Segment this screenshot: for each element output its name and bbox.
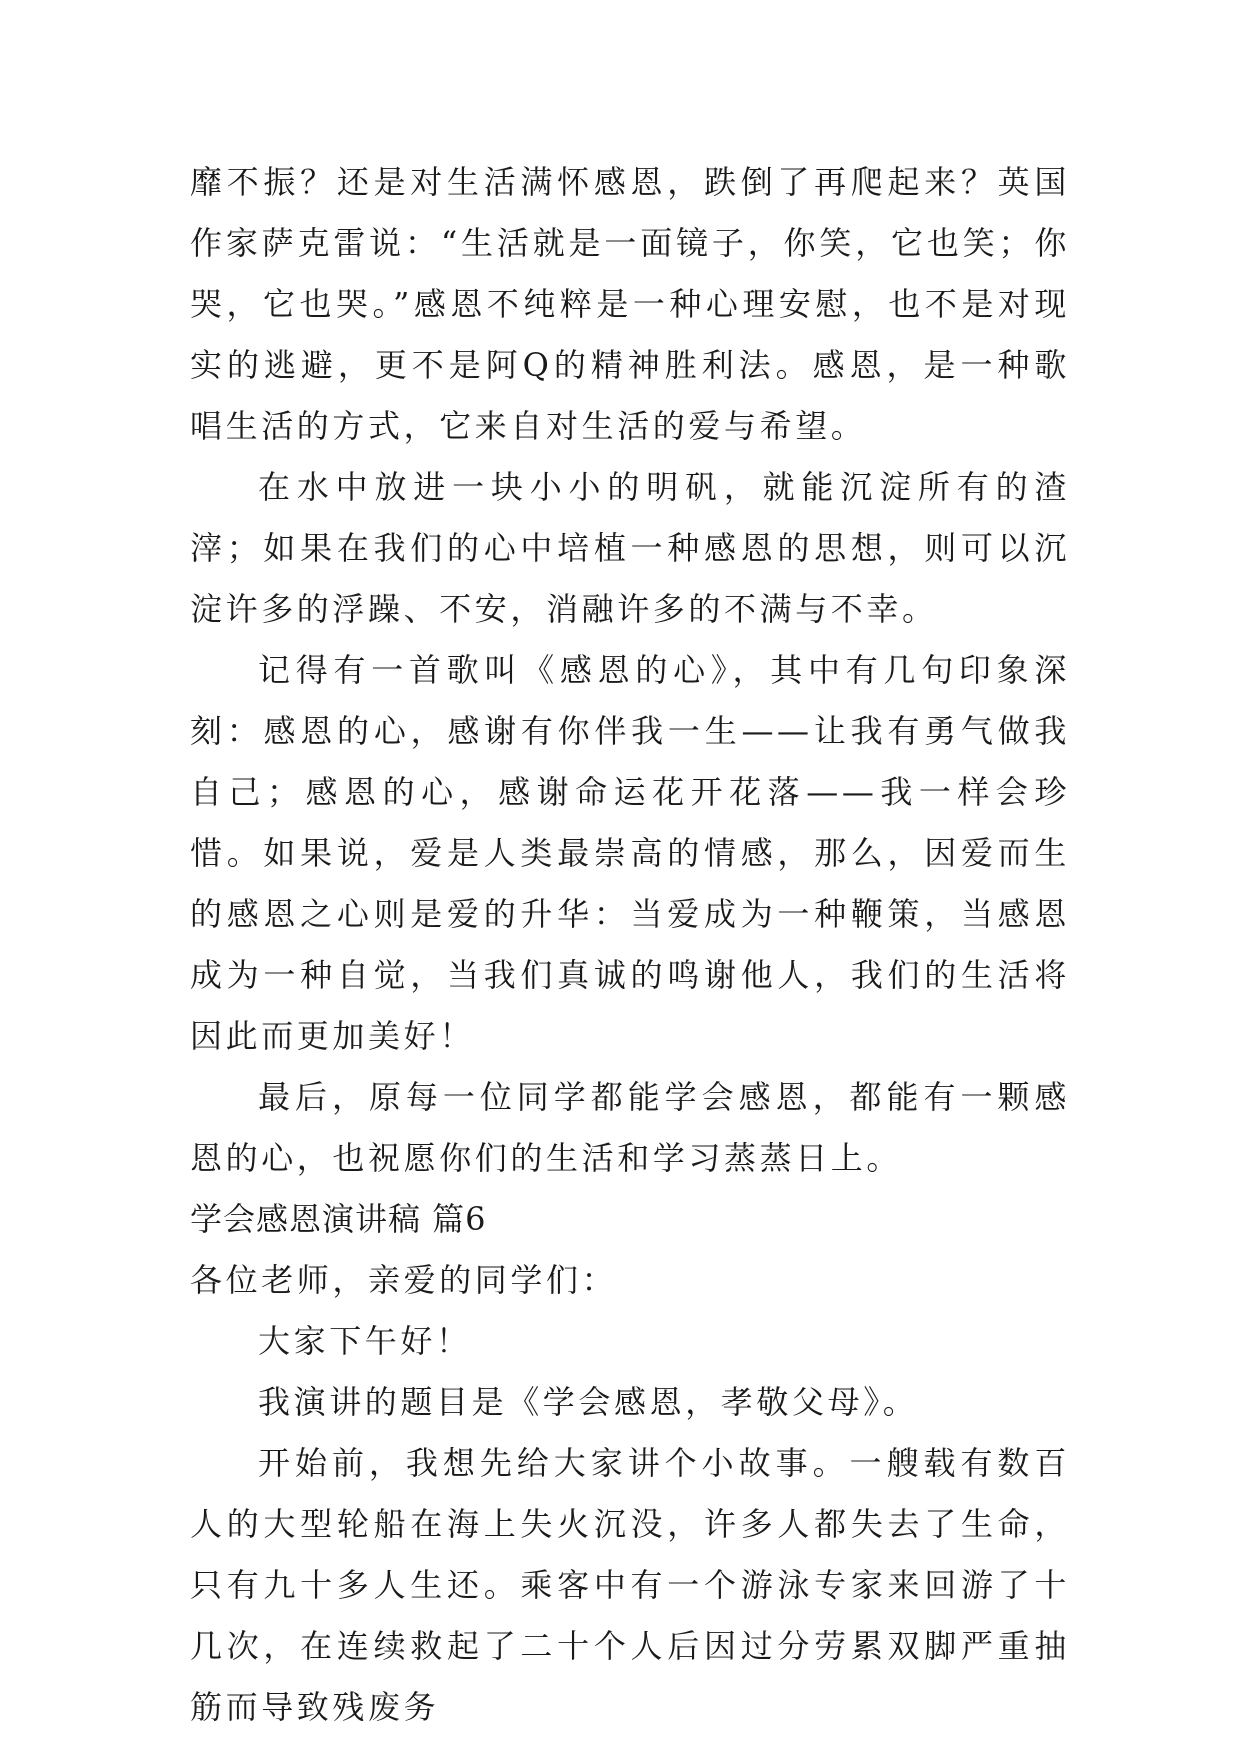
section-title: 学会感恩演讲稿 篇6	[190, 1200, 487, 1238]
paragraph-topic: 我演讲的题目是《学会感恩，孝敬父母》。	[258, 1383, 919, 1421]
paragraph-continued: 靡不振？还是对生活满怀感恩，跌倒了再爬起来？英国作家萨克雷说：“生活就是一面镜子，你笑，它也笑；你哭，它也哭。”感恩不纯粹是一种心理安慰，也不是对现实的逃避，更不是阿Q的精神胜利法。感恩，是一种歌唱生活的方式，它来自对生活的爱与希望。	[190, 163, 1070, 445]
paragraph-story: 开始前，我想先给大家讲个小故事。一艘载有数百人的大型轮船在海上失火沉没，许多人都失去了生命，只有九十多人生还。乘客中有一个游泳专家来回游了十几次，在连续救起了二十个人后因过分劳累双脚严重抽筋而导致残废务	[190, 1444, 1070, 1726]
paragraph-song: 记得有一首歌叫《感恩的心》，其中有几句印象深刻：感恩的心，感谢有你伴我一生——让我有勇气做我自己；感恩的心，感谢命运花开花落——我一样会珍惜。如果说，爱是人类最崇高的情感，那么，因爱而生的感恩之心则是爱的升华：当爱成为一种鞭策，当感恩成为一种自觉，当我们真诚的鸣谢他人，我们的生活将因此而更加美好！	[190, 651, 1070, 1055]
paragraph-alum: 在水中放进一块小小的明矾，就能沉淀所有的渣滓；如果在我们的心中培植一种感恩的思想，则可以沉淀许多的浮躁、不安，消融许多的不满与不幸。	[190, 468, 1070, 628]
paragraph-greeting: 大家下午好！	[258, 1322, 472, 1360]
salutation: 各位老师，亲爱的同学们：	[190, 1261, 618, 1299]
paragraph-closing: 最后，原每一位同学都能学会感恩，都能有一颗感恩的心，也祝愿你们的生活和学习蒸蒸日上。	[190, 1078, 1070, 1177]
document-body	[190, 152, 1070, 1738]
